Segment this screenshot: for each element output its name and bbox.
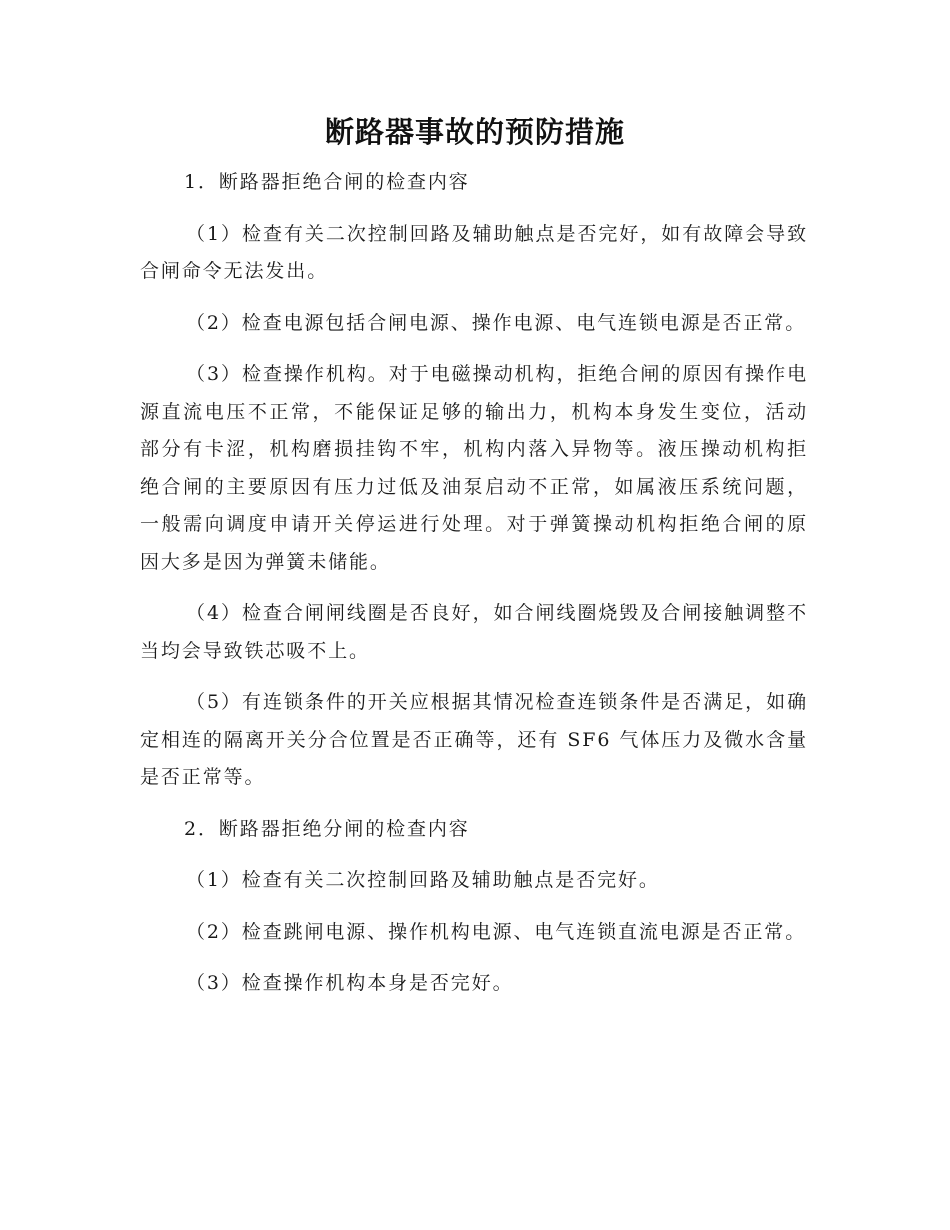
document-title: 断路器事故的预防措施 bbox=[324, 115, 625, 149]
paragraph: （5）有连锁条件的开关应根据其情况检查连锁条件是否满足，如确定相连的隔离开关分合位置是否正确等，还有 SF6 气体压力及微水含量是否正常等。 bbox=[140, 691, 808, 788]
paragraph: （3）检查操作机构本身是否完好。 bbox=[186, 972, 514, 994]
paragraph: （2）检查电源包括合闸电源、操作电源、电气连锁电源是否正常。 bbox=[186, 311, 807, 334]
document-body bbox=[140, 164, 808, 1017]
paragraph: （2）检查跳闸电源、操作机构电源、电气连锁直流电源是否正常。 bbox=[186, 920, 807, 943]
paragraph: （1）检查有关二次控制回路及辅助触点是否完好，如有故障会导致合闸命令无法发出。 bbox=[140, 222, 808, 282]
paragraph: （1）检查有关二次控制回路及辅助触点是否完好。 bbox=[186, 869, 660, 891]
paragraph: （4）检查合闸闸线圈是否良好，如合闸线圈烧毁及合闸接触调整不当均会导致铁芯吸不上。 bbox=[140, 602, 808, 662]
section-heading: 2．断路器拒绝分闸的检查内容 bbox=[184, 817, 470, 840]
section-heading: 1．断路器拒绝合闸的检查内容 bbox=[184, 171, 470, 193]
paragraph: （3）检查操作机构。对于电磁操动机构，拒绝合闸的原因有操作电源直流电压不正常，不能保证足够的输出力，机构本身发生变位，活动部分有卡涩，机构磨损挂钩不牢，机构内落入异物等。液压操动机构拒绝合闸的主要原因有压力过低及油泵启动不正常，如属液压系统问题，一般需向调度申请开关停运进行处理。对于弹簧操动机构拒绝合闸的原因大多是因为弹簧未储能。 bbox=[140, 363, 808, 573]
